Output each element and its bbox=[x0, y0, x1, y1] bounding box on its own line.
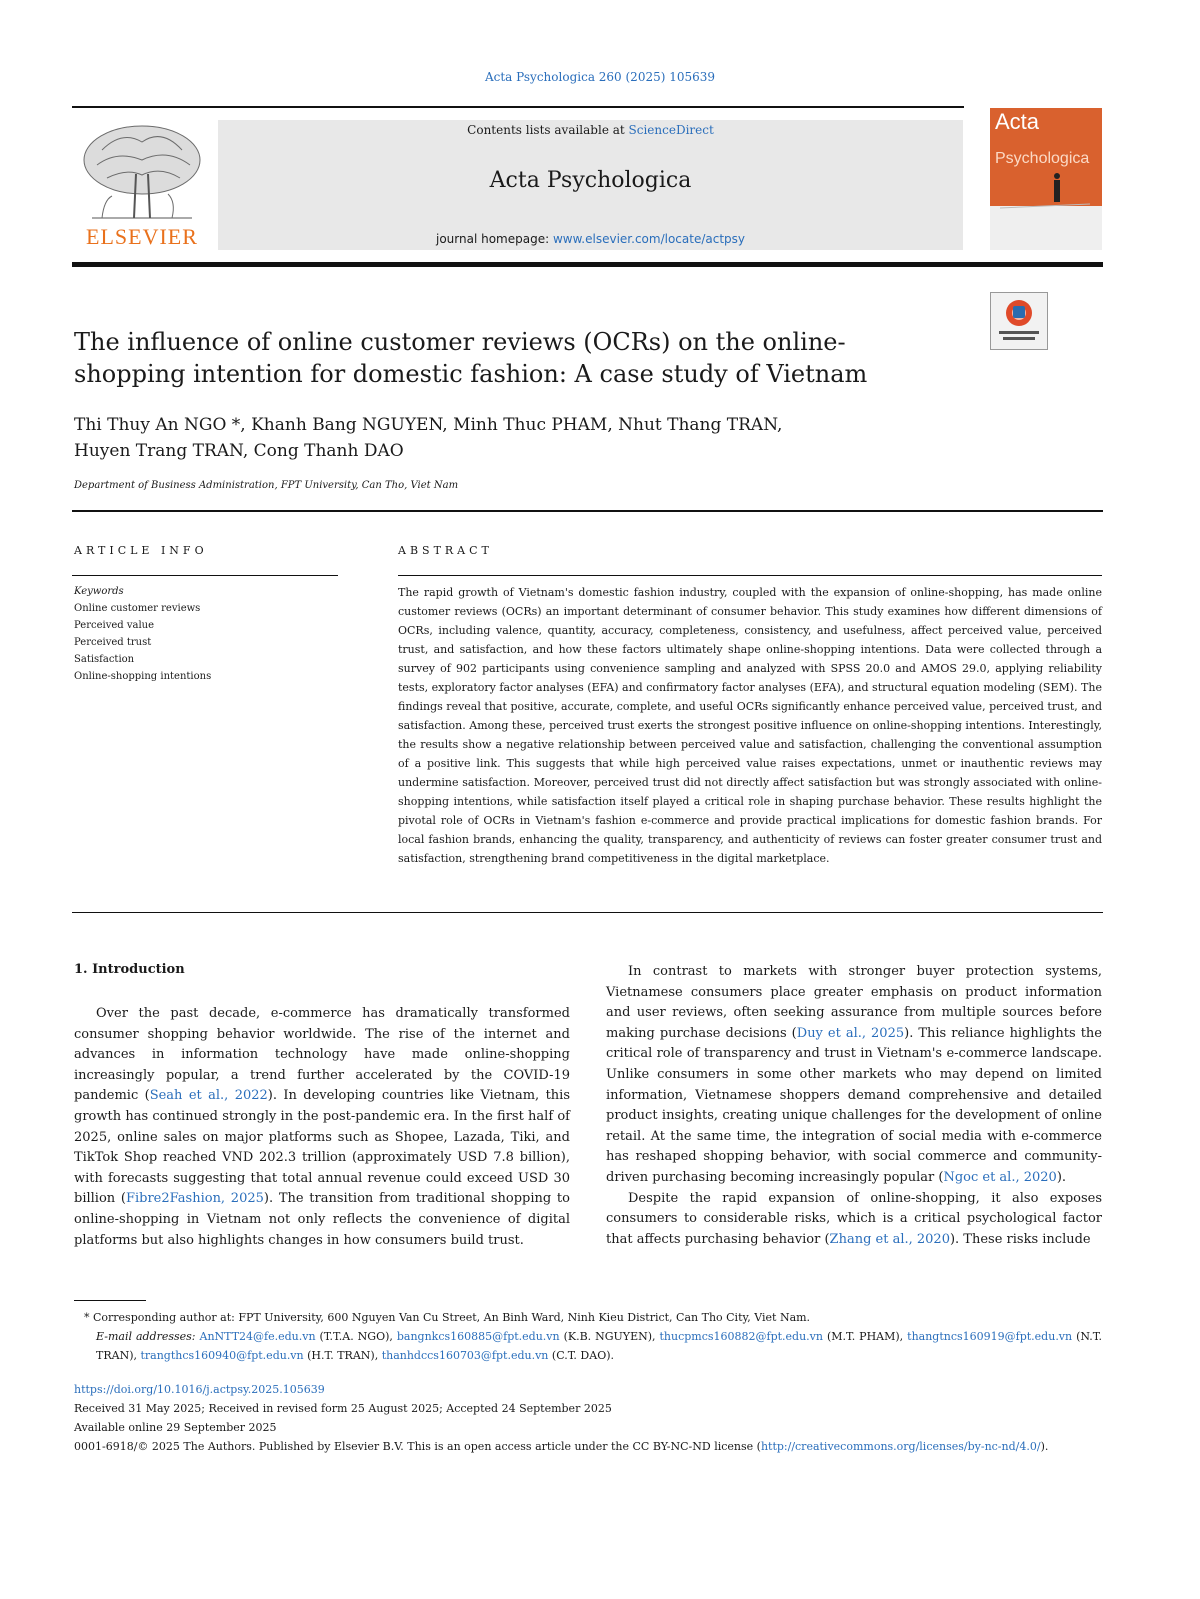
title-rule bbox=[72, 510, 1103, 512]
article-meta bbox=[74, 1380, 1102, 1456]
keywords-block bbox=[74, 583, 340, 685]
email-owner: (N.T. TRAN), bbox=[96, 1330, 1103, 1362]
email-owner: (K.B. NGUYEN), bbox=[559, 1330, 660, 1343]
intro-heading: 1. Introduction bbox=[74, 962, 185, 977]
email-addresses bbox=[74, 1327, 1102, 1365]
para-text: ). In developing countries like Vietnam, this growth has continued strongly in the post-pandemic era. In the first half of 2025, online sales on major platforms such as Shopee, Lazada, Tiki, and TikTok Shop reached VND 202.3 trillion (approximately USD 7.8 billion), with forecasts suggesting that total annual revenue could exceed USD 30 billion ( bbox=[74, 1088, 570, 1207]
cover-word-acta: Acta bbox=[995, 109, 1040, 134]
intro-paragraph bbox=[606, 962, 1102, 1189]
journal-cover-thumbnail[interactable] bbox=[990, 108, 1102, 250]
keyword-item: Satisfaction bbox=[74, 654, 135, 665]
email-link[interactable]: thanhdccs160703@fpt.edu.vn bbox=[381, 1349, 549, 1362]
contents-line bbox=[218, 123, 963, 137]
cover-word-psychologica: Psychologica bbox=[995, 150, 1090, 167]
authors-line-1: Thi Thuy An NGO *, Khanh Bang NGUYEN, Minh Thuc PHAM, Nhut Thang TRAN, bbox=[74, 415, 783, 435]
intro-paragraph bbox=[606, 1189, 1102, 1251]
keywords-label: Keywords bbox=[74, 586, 124, 597]
email-link[interactable]: trangthcs160940@fpt.edu.vn bbox=[140, 1349, 304, 1362]
para-text: ). This reliance highlights the critical role of transparency and trust in Vietnam's e-commerce landscape. Unlike consumers in some other markets who may depend on limited information, Vietnamese shoppers demand comprehensive and detailed product insights, creating unique challenges for the development of online retail. At the same time, the integration of social media with e-commerce has reshaped shopping behavior, with social commerce and community-driven purchasing becoming increasingly popular ( bbox=[606, 1025, 1102, 1185]
affiliation: Department of Business Administration, FPT University, Can Tho, Viet Nam bbox=[74, 480, 459, 491]
check-for-updates-badge[interactable] bbox=[990, 292, 1048, 350]
abstract-text: The rapid growth of Vietnam's domestic fashion industry, coupled with the expansion of online-shopping, has made online customer reviews (OCRs) an important determinant of consumer behavior. This study examines how different dimensions of OCRs, including valence, quantity, accuracy, completeness, consistency, and usefulness, affect perceived value, perceived trust, and satisfaction, and how these factors ultimately shape online-shopping intentions. Data were collected through a survey of 902 participants using convenience sampling and analyzed with SPSS 20.0 and AMOS 29.0, applying reliability tests, exploratory factor analyses (EFA) and confirmatory factor analyses (EFA), and structural equation modeling (SEM). The findings reveal that positive, accurate, complete, and useful OCRs significantly enhance perceived value, perceived trust, and satisfaction. Among these, perceived trust exerts the strongest positive influence on online-shopping intentions. Interestingly, the results show a negative relationship between perceived value and satisfaction, challenging the conventional assumption of a positive link. This suggests that while high perceived value raises expectations, unmet or inauthentic reviews may undermine satisfaction. Moreover, perceived trust did not directly affect satisfaction but was strongly associated with online-shopping intentions, while satisfaction itself played a critical role in shaping purchase behavior. These results highlight the pivotal role of OCRs in Vietnam's fashion e-commerce and provide practical implications for domestic fashion brands. For local fashion brands, enhancing the quality, transparency, and authenticity of reviews can foster greater consumer trust and satisfaction, strengthening brand competitiveness in the digital marketplace. bbox=[398, 586, 1102, 865]
para-text: Over the past decade, e-commerce has dramatically transformed consumer shopping behavior worldwide. The rise of the internet and advances in information technology have made online-shopping increasingly popular, a trend further accelerated by the COVID-19 pandemic ( bbox=[74, 1006, 570, 1104]
cover-figure-icon bbox=[990, 108, 1102, 250]
available-online: Available online 29 September 2025 bbox=[74, 1421, 277, 1434]
keyword-item: Online-shopping intentions bbox=[74, 671, 212, 682]
author-list bbox=[74, 412, 974, 464]
sciencedirect-link[interactable]: ScienceDirect bbox=[628, 123, 714, 137]
footnote bbox=[74, 1308, 1102, 1365]
elsevier-tree-icon bbox=[72, 120, 212, 224]
journal-banner bbox=[218, 120, 963, 250]
keyword-item: Perceived trust bbox=[74, 637, 152, 648]
license-text-end: ). bbox=[1040, 1440, 1049, 1453]
abstract-heading: ABSTRACT bbox=[398, 544, 493, 557]
citation-link[interactable]: Fibre2Fashion, 2025 bbox=[125, 1191, 264, 1207]
email-label: E-mail addresses: bbox=[96, 1330, 196, 1343]
email-link[interactable]: thangtncs160919@fpt.edu.vn bbox=[907, 1330, 1073, 1343]
citation-link[interactable]: Seah et al., 2022 bbox=[149, 1088, 268, 1104]
email-owner: (M.T. PHAM), bbox=[822, 1330, 908, 1343]
para-text: ). The transition from traditional shopping to online-shopping in Vietnam not only reflects the convenience of digital platforms but also highlights changes in how consumers build trust. bbox=[74, 1191, 570, 1248]
contents-prefix: Contents lists available at bbox=[467, 123, 629, 137]
citation-link[interactable]: Ngoc et al., 2020 bbox=[943, 1169, 1057, 1185]
check-updates-icon bbox=[991, 293, 1047, 349]
footnote-rule bbox=[74, 1300, 146, 1301]
homepage-link[interactable]: www.elsevier.com/locate/actpsy bbox=[552, 232, 745, 246]
intro-left-column bbox=[74, 1004, 570, 1251]
homepage-prefix: journal homepage: bbox=[436, 232, 553, 246]
email-link[interactable]: bangnkcs160885@fpt.edu.vn bbox=[396, 1330, 560, 1343]
elsevier-wordmark: ELSEVIER bbox=[86, 224, 198, 249]
license-link[interactable]: http://creativecommons.org/licenses/by-nc-nd/4.0/ bbox=[760, 1440, 1041, 1453]
corresponding-author-note: * Corresponding author at: FPT University, 600 Nguyen Van Cu Street, An Binh Ward, Ninh Kieu District, Can Tho City, Viet Nam. bbox=[84, 1311, 811, 1324]
article-info-heading: ARTICLE INFO bbox=[74, 544, 208, 557]
para-text: Despite the rapid expansion of online-shopping, it also exposes consumers to considerable risks, which is a critical psychological factor that affects purchasing behavior ( bbox=[606, 1190, 1102, 1247]
para-text: ). These risks include bbox=[949, 1231, 1091, 1247]
email-owner: (T.T.A. NGO), bbox=[315, 1330, 397, 1343]
header-rule-top bbox=[72, 106, 964, 108]
keyword-item: Online customer reviews bbox=[74, 603, 201, 614]
header-rule-bottom bbox=[72, 262, 1103, 267]
license-text: 0001-6918/© 2025 The Authors. Published by Elsevier B.V. This is an open access article under the CC BY-NC-ND license ( bbox=[74, 1440, 761, 1453]
citation-link[interactable]: Duy et al., 2025 bbox=[796, 1025, 905, 1041]
elsevier-logo[interactable] bbox=[72, 120, 212, 250]
homepage-line bbox=[218, 232, 963, 246]
para-text: ). bbox=[1056, 1169, 1067, 1185]
citation-link[interactable]: Acta Psychologica 260 (2025) 105639 bbox=[484, 70, 716, 84]
abstract-bottom-rule bbox=[72, 912, 1103, 913]
journal-title: Acta Psychologica bbox=[489, 168, 692, 193]
authors-line-2: Huyen Trang TRAN, Cong Thanh DAO bbox=[74, 441, 404, 461]
para-text: In contrast to markets with stronger buyer protection systems, Vietnamese consumers place greater emphasis on product information and user reviews, often seeking assurance from multiple sources before making purchase decisions ( bbox=[606, 964, 1102, 1041]
article-title: The influence of online customer reviews (OCRs) on the online-shopping intention for domestic fashion: A case study of Vietnam bbox=[74, 328, 868, 388]
journal-citation[interactable] bbox=[0, 70, 1200, 84]
doi-link[interactable]: https://doi.org/10.1016/j.actpsy.2025.105639 bbox=[74, 1383, 325, 1396]
email-link[interactable]: AnNTT24@fe.edu.vn bbox=[199, 1330, 316, 1343]
received-dates: Received 31 May 2025; Received in revised form 25 August 2025; Accepted 24 September 2025 bbox=[74, 1402, 612, 1415]
license-line bbox=[74, 1437, 1102, 1456]
intro-right-column bbox=[606, 962, 1102, 1250]
keyword-item: Perceived value bbox=[74, 620, 155, 631]
intro-paragraph bbox=[74, 1004, 570, 1251]
citation-link[interactable]: Zhang et al., 2020 bbox=[829, 1231, 950, 1247]
abstract-rule bbox=[398, 575, 1102, 576]
email-link[interactable]: thucpmcs160882@fpt.edu.vn bbox=[659, 1330, 823, 1343]
article-info-rule bbox=[72, 575, 338, 576]
email-owner: (C.T. DAO). bbox=[548, 1349, 614, 1362]
email-owner: (H.T. TRAN), bbox=[303, 1349, 382, 1362]
